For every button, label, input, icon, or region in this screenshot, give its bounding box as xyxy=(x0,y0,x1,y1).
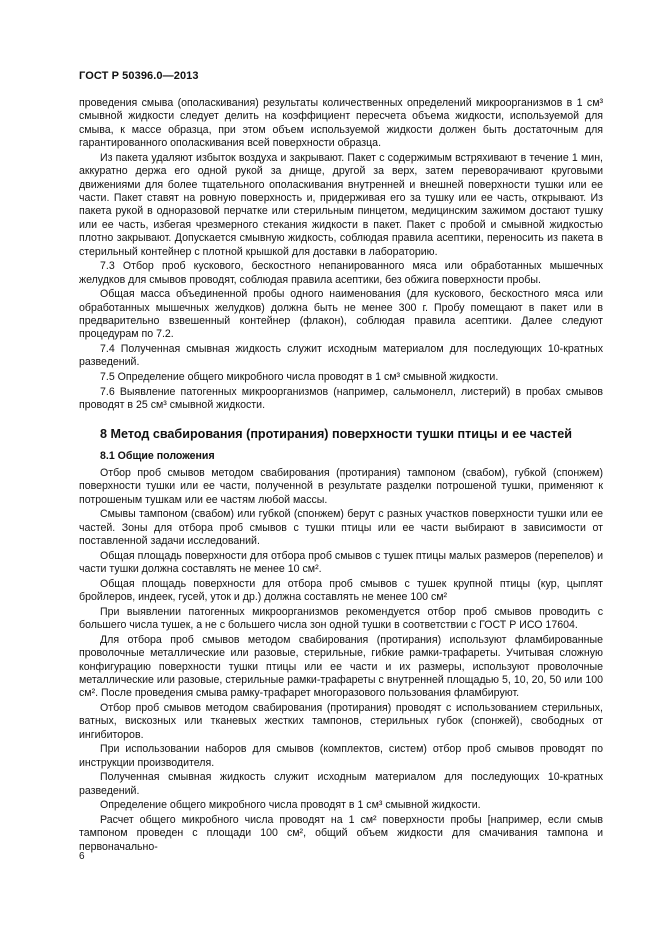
paragraph: Смывы тампоном (свабом) или губкой (спонжем) берут с разных участков поверхности тушки или ее частей. Зоны для отбора проб смывов с тушки птицы или ее части выбирают в зависимости от поставленной задачи исследований. xyxy=(79,508,603,548)
standard-header: ГОСТ Р 50396.0—2013 xyxy=(79,70,199,82)
clause-7-6: 7.6 Выявление патогенных микроорганизмов (например, сальмонелл, листерий) в пробах смывов проводят в 25 см³ смывной жидкости. xyxy=(79,385,603,412)
section-8-heading: 8 Метод свабирования (протирания) поверхности тушки птицы и ее частей xyxy=(100,427,572,442)
page-number: 6 xyxy=(79,851,85,862)
clause-7-5: 7.5 Определение общего микробного числа проводят в 1 см³ смывной жидкости. xyxy=(100,371,499,384)
section-8-1-heading: 8.1 Общие положения xyxy=(100,450,215,463)
paragraph: Общая площадь поверхности для отбора проб смывов с тушек крупной птицы (кур, цыплят бройлеров, индеек, гусей, уток и др.) должна составлять не менее 100 см² xyxy=(79,577,603,604)
document-body xyxy=(79,97,603,855)
paragraph: проведения смыва (ополаскивания) результаты количественных определений микроорганизмов в 1 см³ смывной жидкости следует делить на коэффициент пересчета объема жидкости, используемой для смыва, к массе образца, при этом объем используемой жидкости должен быть достаточным для гарантированного ополаскивания всей поверхности образца. xyxy=(79,97,603,150)
paragraph: Полученная смывная жидкость служит исходным материалом для последующих 10-кратных разведений. xyxy=(79,771,603,797)
paragraph: Отбор проб смывов методом свабирования (протирания) тампоном (свабом), губкой (спонжем) поверхности тушки или ее части, полученной в результате разделки потрошеной тушки, применяют к потрошеным тушкам или ее частям любой массы. xyxy=(79,466,603,506)
paragraph: Определение общего микробного числа проводят в 1 см³ смывной жидкости. xyxy=(100,799,481,812)
paragraph: Общая масса объединенной пробы одного наименования (для кускового, бескостного мяса или обработанных мышечных желудков) должна быть не менее 300 г. Пробу помещают в пакет или в предварительно взвешенный контейнер (флакон), соблюдая правила асептики. Далее следуют процедурам по 7.2. xyxy=(79,288,603,341)
paragraph: Общая площадь поверхности для отбора проб смывов с тушек птицы малых размеров (перепелов) и части тушки должна составлять не менее 10 см². xyxy=(79,549,603,576)
paragraph: Для отбора проб смывов методом свабирования (протирания) используют фламбированные проволочные металлические или разовые, стерильные, гибкие рамки-трафареты. Учитывая сложную конфигурацию поверхности тушки птицы или ее части и их размеры, используют проволочные металлические или разовые, стерильные рамки-трафареты с внутренней площадью 5, 10, 20, 50 или 100 см². После проведения смыва рамку-трафарет многоразового пользования фламбируют. xyxy=(79,633,603,700)
clause-7-4: 7.4 Полученная смывная жидкость служит исходным материалом для последующих 10-кратных разведений. xyxy=(79,343,603,369)
paragraph: Расчет общего микробного числа проводят на 1 см² поверхности пробы [например, если смыв тампоном проведен с площади 100 см², общий объем жидкости для смачивания тампона и первоначально- xyxy=(79,813,603,853)
paragraph: При выявлении патогенных микроорганизмов рекомендуется отбор проб смывов проводить с большего числа тушек, а не с большего числа зон одной тушки в соответствии с ГОСТ Р ИСО 17604. xyxy=(79,605,603,632)
paragraph: Из пакета удаляют избыток воздуха и закрывают. Пакет с содержимым встряхивают в течение 1 мин, аккуратно держа его одной рукой за днище, другой за верх, затем переворачивают круговыми движениями для более тщательного ополаскивания внутренней и внешней поверхности тушки или ее части. Пакет ставят на ровную поверхность и, придерживая его за тушку или ее часть, открывают. Из пакета рукой в одноразовой перчатке или стерильным пинцетом, медицинским зажимом достают тушку или ее часть, избегая чрезмерного стекания жидкости в пакет. Пакет с пробой и смывной жидкостью плотно закрывают. Допускается смывную жидкость, соблюдая правила асептики, переносить из пакета в стерильный контейнер с плотной крышкой для доставки в лабораторию. xyxy=(79,151,603,258)
paragraph: Отбор проб смывов методом свабирования (протирания) проводят с использованием стерильных, ватных, вискозных или тканевых жестких тампонов, стерильных губок (спонжей), свободных от ингибиторов. xyxy=(79,701,603,741)
clause-7-3: 7.3 Отбор проб кускового, бескостного непанированного мяса или обработанных мышечных желудков для смывов проводят, соблюдая правила асептики, без обжига поверхности пробы. xyxy=(79,260,603,286)
paragraph: При использовании наборов для смывов (комплектов, систем) отбор проб смывов проводят по инструкции производителя. xyxy=(79,743,603,769)
